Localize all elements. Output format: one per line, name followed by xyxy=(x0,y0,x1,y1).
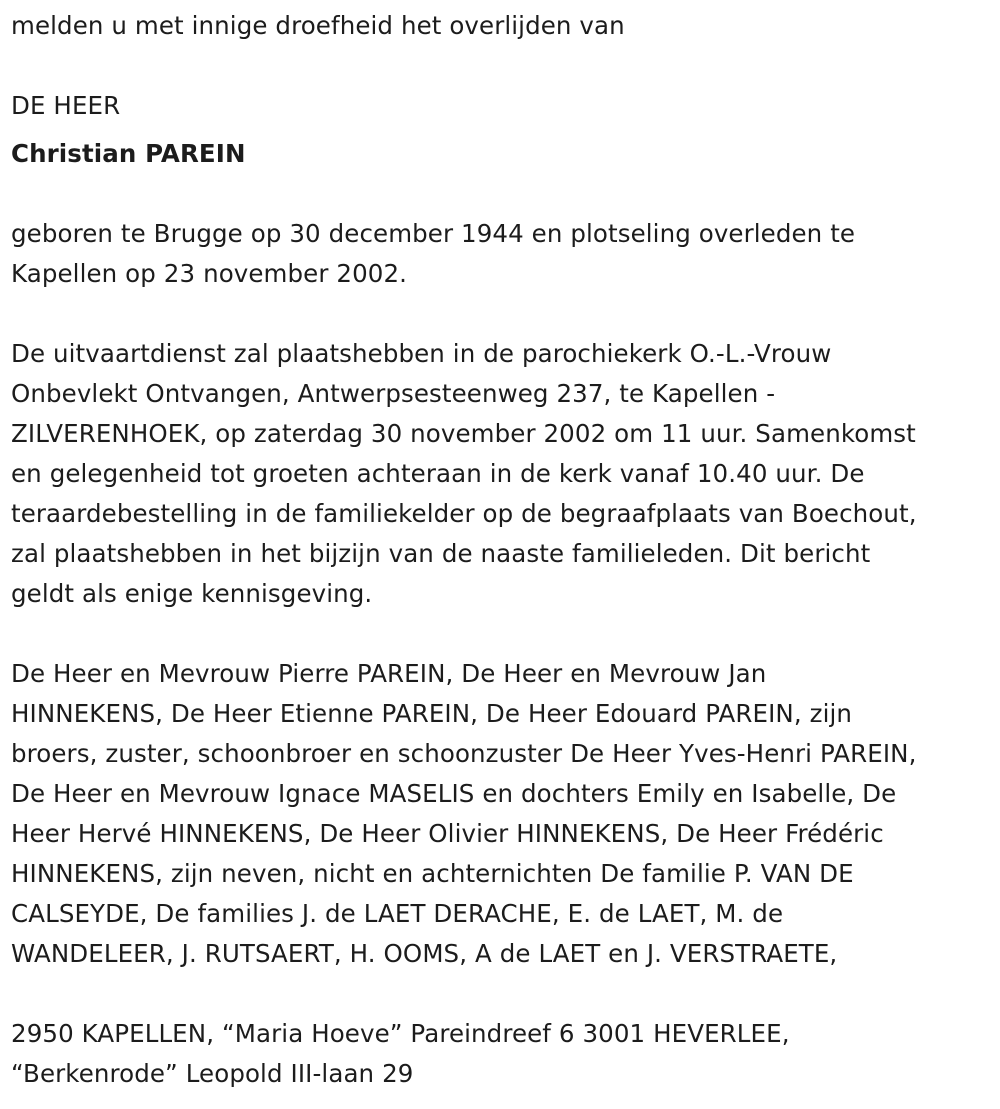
deceased-name: Christian PAREIN xyxy=(11,139,246,168)
birth-death-paragraph xyxy=(11,214,991,294)
address-line: “Berkenrode” Leopold III-laan 29 xyxy=(11,1059,414,1088)
funeral-line: Onbevlekt Ontvangen, Antwerpsesteenweg 237, te Kapellen - xyxy=(11,379,776,408)
honorific: DE HEER xyxy=(11,91,121,120)
family-line: HINNEKENS, De Heer Etienne PAREIN, De Heer Edouard PAREIN, zijn xyxy=(11,699,853,728)
funeral-line: ZILVERENHOEK, op zaterdag 30 november 2002 om 11 uur. Samenkomst xyxy=(11,419,916,448)
family-paragraph xyxy=(11,654,991,974)
funeral-line: De uitvaartdienst zal plaatshebben in de parochiekerk O.-L.-Vrouw xyxy=(11,339,832,368)
intro-text: melden u met innige droefheid het overlijden van xyxy=(11,11,625,40)
birth-death-line: Kapellen op 23 november 2002. xyxy=(11,259,408,288)
funeral-line: teraardebestelling in de familiekelder op de begraafplaats van Boechout, xyxy=(11,499,917,528)
family-line: WANDELEER, J. RUTSAERT, H. OOMS, A de LAET en J. VERSTRAETE, xyxy=(11,939,838,968)
obituary-notice xyxy=(11,0,991,1094)
birth-death-line: geboren te Brugge op 30 december 1944 en plotseling overleden te xyxy=(11,219,856,248)
funeral-line: en gelegenheid tot groeten achteraan in de kerk vanaf 10.40 uur. De xyxy=(11,459,865,488)
family-line: De Heer en Mevrouw Ignace MASELIS en dochters Emily en Isabelle, De xyxy=(11,779,897,808)
family-line: Heer Hervé HINNEKENS, De Heer Olivier HINNEKENS, De Heer Frédéric xyxy=(11,819,884,848)
address-paragraph xyxy=(11,1014,991,1094)
funeral-line: geldt als enige kennisgeving. xyxy=(11,579,373,608)
funeral-line: zal plaatshebben in het bijzijn van de naaste familieleden. Dit bericht xyxy=(11,539,871,568)
address-line: 2950 KAPELLEN, “Maria Hoeve” Pareindreef 6 3001 HEVERLEE, xyxy=(11,1019,790,1048)
family-line: HINNEKENS, zijn neven, nicht en achternichten De familie P. VAN DE xyxy=(11,859,854,888)
family-line: broers, zuster, schoonbroer en schoonzuster De Heer Yves-Henri PAREIN, xyxy=(11,739,917,768)
funeral-paragraph xyxy=(11,334,991,614)
family-line: De Heer en Mevrouw Pierre PAREIN, De Heer en Mevrouw Jan xyxy=(11,659,767,688)
family-line: CALSEYDE, De families J. de LAET DERACHE, E. de LAET, M. de xyxy=(11,899,784,928)
